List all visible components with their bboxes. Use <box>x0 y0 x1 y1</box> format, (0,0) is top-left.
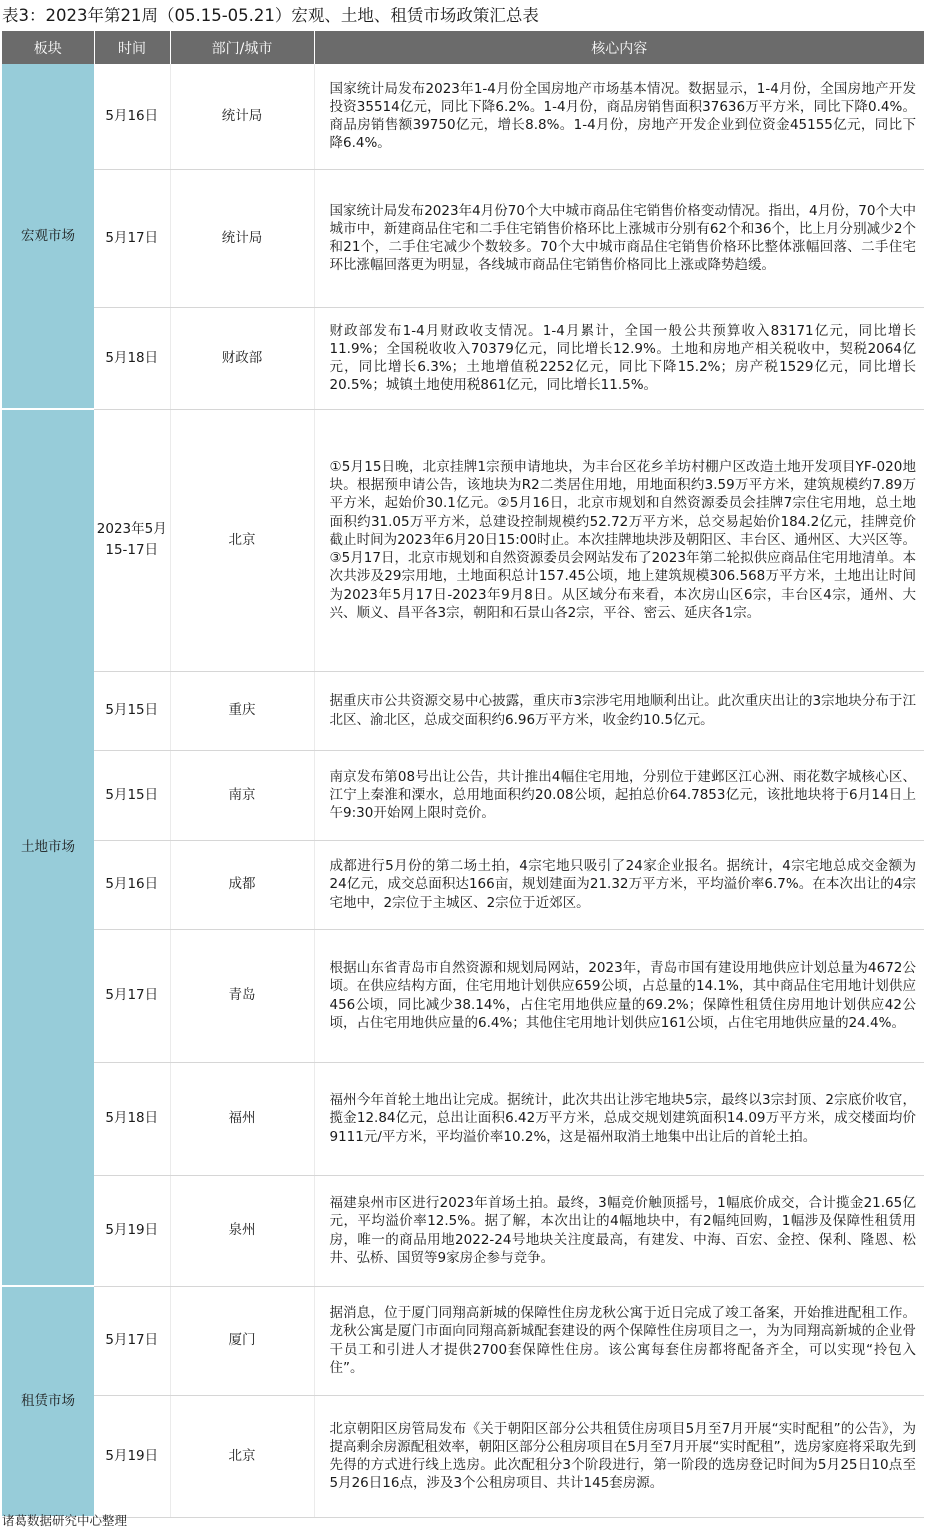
date-cell: 5月15日 <box>94 750 170 840</box>
table-row <box>2 1395 924 1517</box>
table-row <box>2 169 924 307</box>
header-content: 核心内容 <box>314 31 924 64</box>
header-dept: 部门/城市 <box>170 31 314 64</box>
date-cell: 2023年5月15-17日 <box>94 409 170 671</box>
date-cell: 5月19日 <box>94 1395 170 1517</box>
table-row <box>2 307 924 409</box>
table-row <box>2 64 924 169</box>
category-cell-land: 土地市场 <box>2 409 94 1286</box>
policy-summary-table <box>2 31 924 1518</box>
category-cell-rental: 租赁市场 <box>2 1286 94 1517</box>
table-title: 表3：2023年第21周（05.15-05.21）宏观、土地、租赁市场政策汇总表 <box>2 6 539 25</box>
dept-cell: 重庆 <box>170 671 314 750</box>
dept-cell: 北京 <box>170 409 314 671</box>
category-cell-macro: 宏观市场 <box>2 64 94 409</box>
content-cell: 福建泉州市区进行2023年首场土拍。最终，3幅竞价触顶摇号，1幅底价成交，合计揽金21.65亿元，平均溢价率12.5%。据了解，本次出让的4幅地块中，有2幅纯回购，1幅涉及保障性租赁用房，唯一的商品用地2022-24号地块关注度最高，有建发、中海、百宏、金控、保利、隆恩、松井、弘桥、国贸等9家房企参与竞争。 <box>314 1175 924 1286</box>
content-cell: ①5月15日晚，北京挂牌1宗预申请地块，为丰台区花乡羊坊村棚户区改造土地开发项目YF-020地块。根据预申请公告，该地块为R2二类居住用地，用地面积约3.59万平方米，建筑规模约7.89万平方米，起始价30.1亿元。②5月16日，北京市规划和自然资源委员会挂牌7宗住宅用地，总土地面积约31.05万平方米，总建设控制规模约52.72万平方米，总交易起始价184.2亿元，挂牌竞价截止时间为2023年6月20日15:00时止。本次挂牌地块涉及朝阳区、丰台区、通州区、大兴区等。③5月17日，北京市规划和自然资源委员会网站发布了2023年第二轮拟供应商品住宅用地清单。本次共涉及29宗用地，土地面积总计157.45公顷，地上建筑规模306.568万平方米，土地出让时间为2023年5月17日-2023年9月8日。从区域分布来看，本次房山区6宗，丰台区4宗，通州、大兴、顺义、昌平各3宗，朝阳和石景山各2宗，平谷、密云、延庆各1宗。 <box>314 409 924 671</box>
table-row <box>2 409 924 671</box>
date-cell: 5月18日 <box>94 1062 170 1175</box>
date-cell: 5月16日 <box>94 64 170 169</box>
dept-cell: 青岛 <box>170 929 314 1062</box>
dept-cell: 泉州 <box>170 1175 314 1286</box>
content-cell: 根据山东省青岛市自然资源和规划局网站，2023年，青岛市国有建设用地供应计划总量为4672公顷。在供应结构方面，住宅用地计划供应659公顷，占总量的14.1%，其中商品住宅用地计划供应456公顷，同比减少38.14%，占住宅用地供应量的69.2%；保障性租赁住房用地计划供应42公顷，占住宅用地供应量的6.4%；其他住宅用地计划供应161公顷，占住宅用地供应量的24.4%。 <box>314 929 924 1062</box>
content-cell: 北京朝阳区房管局发布《关于朝阳区部分公共租赁住房项目5月至7月开展“实时配租”的公告》，为提高剩余房源配租效率，朝阳区部分公租房项目在5月至7月开展“实时配租”，选房家庭将采取先到先得的方式进行线上选房。此次配租分3个阶段进行，第一阶段的选房登记时间为5月25日10点至5月26日16点，涉及3个公租房项目、共计145套房源。 <box>314 1395 924 1517</box>
content-cell: 福州今年首轮土地出让完成。据统计，此次共出让涉宅地块5宗，最终以3宗封顶、2宗底价收官，揽金12.84亿元，总出让面积6.42万平方米，总成交规划建筑面积14.09万平方米，成交楼面均价9111元/平方米，平均溢价率10.2%，这是福州取消土地集中出让后的首轮土拍。 <box>314 1062 924 1175</box>
header-row <box>2 31 924 64</box>
table-row <box>2 1286 924 1395</box>
header-date: 时间 <box>94 31 170 64</box>
content-cell: 据重庆市公共资源交易中心披露，重庆市3宗涉宅用地顺利出让。此次重庆出让的3宗地块分布于江北区、渝北区，总成交面积约6.96万平方米，收金约10.5亿元。 <box>314 671 924 750</box>
table-row <box>2 750 924 840</box>
content-cell: 据消息，位于厦门同翔高新城的保障性住房龙秋公寓于近日完成了竣工备案，开始推进配租工作。龙秋公寓是厦门市面向同翔高新城配套建设的两个保障性住房项目之一，为为同翔高新城的企业骨干员工和引进人才提供2700套保障性住房。该公寓每套住房都将配备齐全，可以实现“拎包入住”。 <box>314 1286 924 1395</box>
dept-cell: 财政部 <box>170 307 314 409</box>
dept-cell: 南京 <box>170 750 314 840</box>
dept-cell: 厦门 <box>170 1286 314 1395</box>
table-row <box>2 840 924 929</box>
date-cell: 5月18日 <box>94 307 170 409</box>
content-cell: 财政部发布1-4月财政收支情况。1-4月累计，全国一般公共预算收入83171亿元，同比增长11.9%；全国税收收入70379亿元，同比增长12.9%。土地和房地产相关税收中，契税2064亿元，同比增长6.3%；土地增值税2252亿元，同比下降15.2%；房产税1529亿元，同比增长20.5%；城镇土地使用税861亿元，同比增长11.5%。 <box>314 307 924 409</box>
date-cell: 5月16日 <box>94 840 170 929</box>
dept-cell: 北京 <box>170 1395 314 1517</box>
date-cell: 5月17日 <box>94 1286 170 1395</box>
date-cell: 5月17日 <box>94 169 170 307</box>
date-cell: 5月15日 <box>94 671 170 750</box>
table-row <box>2 929 924 1062</box>
table-row <box>2 671 924 750</box>
date-cell: 5月19日 <box>94 1175 170 1286</box>
dept-cell: 成都 <box>170 840 314 929</box>
dept-cell: 福州 <box>170 1062 314 1175</box>
dept-cell: 统计局 <box>170 64 314 169</box>
dept-cell: 统计局 <box>170 169 314 307</box>
content-cell: 南京发布第08号出让公告，共计推出4幅住宅用地，分别位于建邺区江心洲、雨花数字城核心区、江宁上秦淮和溧水，总用地面积约20.08公顷，起拍总价64.7853亿元，该批地块将于6月14日上午9:30开始网上限时竞价。 <box>314 750 924 840</box>
content-cell: 国家统计局发布2023年1-4月份全国房地产市场基本情况。数据显示，1-4月份，全国房地产开发投资35514亿元，同比下降6.2%。1-4月份，商品房销售面积37636万平方米，同比下降0.4%。商品房销售额39750亿元，增长8.8%。1-4月份，房地产开发企业到位资金45155亿元，同比下降6.4%。 <box>314 64 924 169</box>
table-row <box>2 1175 924 1286</box>
table-row <box>2 1062 924 1175</box>
source-note: 诸葛数据研究中心整理 <box>2 1513 128 1528</box>
date-cell: 5月17日 <box>94 929 170 1062</box>
content-cell: 国家统计局发布2023年4月份70个大中城市商品住宅销售价格变动情况。指出，4月份，70个大中城市中，新建商品住宅和二手住宅销售价格环比上涨城市分别有62个和36个，比上月分别减少2个和21个，二手住宅减少个数较多。70个大中城市商品住宅销售价格环比整体涨幅回落、二手住宅环比涨幅回落更为明显，各线城市商品住宅销售价格同比上涨或降势趋缓。 <box>314 169 924 307</box>
content-cell: 成都进行5月份的第二场土拍，4宗宅地只吸引了24家企业报名。据统计，4宗宅地总成交金额为24亿元，成交总面积达166亩，规划建面为21.32万平方米，平均溢价率6.7%。在本次出让的4宗宅地中，2宗位于主城区、2宗位于近郊区。 <box>314 840 924 929</box>
header-category: 板块 <box>2 31 94 64</box>
